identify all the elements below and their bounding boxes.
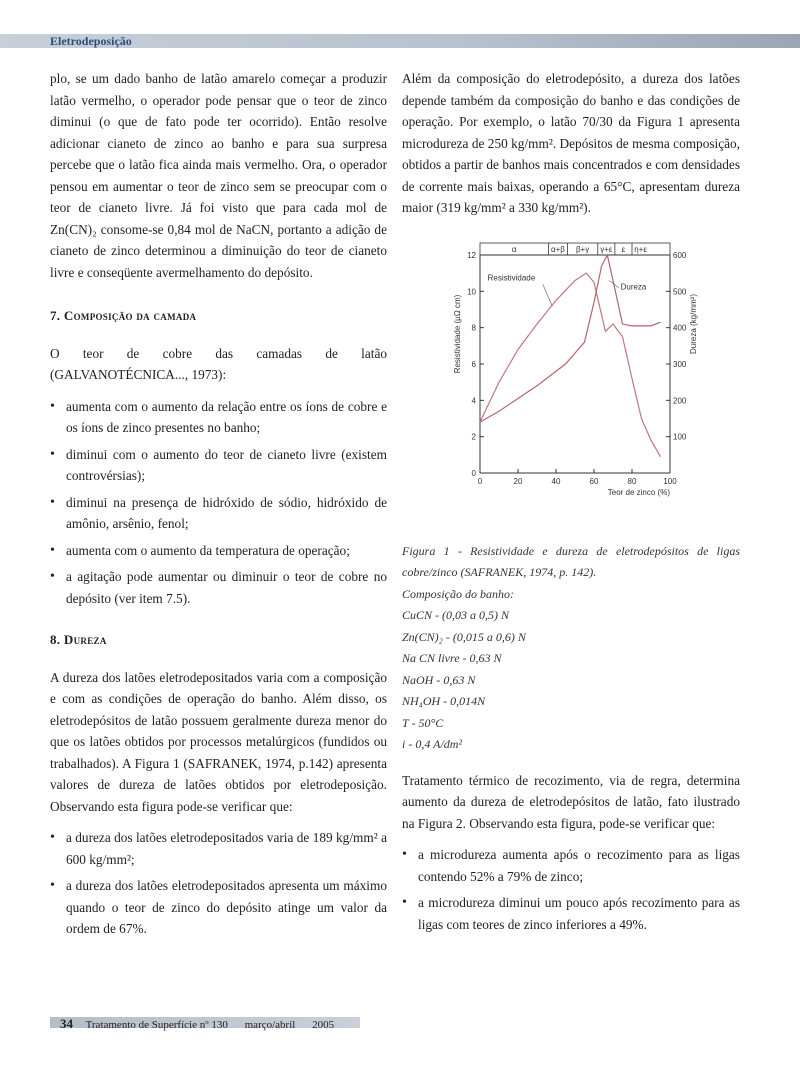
phase-label: β+γ: [575, 244, 590, 254]
caption-line: CuCN - (0,03 a 0,5) N: [402, 608, 510, 622]
paragraph: A dureza dos latões eletrodepositados varia com a composição e com as condições de operação do banho. Além disso, os eletrodepósitos de latão possuem geralmente dureza menor do que os latões obtidos por processos metalúrgicos (fundidos ou trabalhados). A Figura 1 (SAFRANEK, 1974, p.142) apresenta valores de dureza de latões obtidos por eletrodeposição. Observando esta figura pode-se verificar que:: [50, 669, 387, 814]
issue: março/abril: [244, 1019, 296, 1031]
section-title: Composição da camada: [63, 308, 197, 323]
bullet-list: [402, 844, 740, 935]
bullet-list: [50, 827, 387, 940]
list-item: • a dureza dos latões eletrodepositados varia de 189 kg/mm² a 600 kg/mm²;: [50, 827, 387, 870]
series-label-resistividade: Resistividade: [487, 272, 536, 282]
caption-line: NaOH - 0,63 N: [402, 672, 476, 687]
right-column: [402, 68, 740, 940]
phase-label: α+β: [550, 244, 565, 254]
list-item: • a microdureza aumenta após o recozimento para as ligas contendo 52% a 79% de zinco;: [402, 844, 740, 887]
page-number: 34: [60, 1016, 73, 1031]
year: 2005: [312, 1019, 335, 1031]
series-line-resistividade: [480, 273, 661, 456]
section-heading-7: [50, 305, 387, 327]
y-left-tick-label: 10: [467, 286, 476, 296]
x-tick-label: 40: [551, 476, 561, 486]
y-right-tick-label: 200: [673, 395, 687, 405]
caption-line: Composição do banho:: [402, 586, 514, 601]
page-footer: [60, 1016, 348, 1032]
figure-caption: [402, 541, 740, 756]
section-number: 8.: [50, 632, 61, 647]
y-left-tick-label: 6: [471, 359, 476, 369]
paragraph: Além da composição do eletrodepósito, a dureza dos latões depende também da composição do banho e das condições de operação. Por exemplo, o latão 70/30 da Figura 1 apresenta microdureza de 250 kg/mm². Depósitos de mesma composição, obtidos a partir de banhos mais concentrados e com densidades de corrente mais baixas, operando a 65°C, apresentam dureza maior (319 kg/mm² a 330 kg/mm²).: [402, 71, 740, 215]
caption-line: i - 0,4 A/dm²: [402, 737, 463, 751]
list-item: • a dureza dos latões eletrodepositados apresenta um máximo quando o teor de zinco do depósito atinge um valor da ordem de 67%.: [50, 875, 387, 940]
running-header: Eletrodeposição: [50, 34, 132, 48]
caption-line: Zn(CN)₂ - (0,015 a 0,6) N: [402, 629, 526, 644]
section-heading-8: [50, 629, 387, 651]
journal-name: Tratamento de Superfície nº 130: [85, 1019, 228, 1031]
phase-label: γ+ε: [600, 244, 613, 254]
phase-label: η+ε: [634, 244, 647, 254]
caption-line: Figura 1 - Resistividade e dureza de eletrodepósitos de ligas cobre/zinco (SAFRANEK, 1974, p. 142).: [402, 543, 740, 579]
y-right-tick-label: 600: [673, 250, 687, 260]
x-tick-label: 60: [589, 476, 599, 486]
bullet-list: [50, 396, 387, 610]
series-label-dureza: Dureza: [620, 282, 647, 292]
x-tick-label: 100: [663, 476, 677, 486]
x-tick-label: 80: [627, 476, 637, 486]
y-right-tick-label: 400: [673, 323, 687, 333]
y-left-tick-label: 8: [471, 323, 476, 333]
list-item: • aumenta com o aumento da temperatura de operação;: [50, 540, 387, 562]
resistivity-hardness-chart: [402, 235, 740, 535]
y-right-tick-label: 500: [673, 286, 687, 296]
caption-line: NH₄OH - 0,014N: [402, 694, 486, 708]
y-right-tick-label: 300: [673, 359, 687, 369]
list-item: • diminui com o aumento do teor de cianeto livre (existem controvérsias);: [50, 444, 387, 487]
figure-1: [402, 235, 740, 535]
phase-label: ε: [621, 244, 626, 254]
section-number: 7.: [50, 308, 61, 323]
y-left-tick-label: 0: [471, 468, 476, 478]
section-title: Dureza: [63, 632, 107, 647]
y-left-tick-label: 12: [467, 250, 476, 260]
list-item: • aumenta com o aumento da relação entre os íons de cobre e os íons de zinco presentes no banho;: [50, 396, 387, 439]
y-left-axis-label: Resistividade (µΩ cm): [453, 294, 462, 373]
y-left-tick-label: 4: [471, 395, 476, 405]
y-right-tick-label: 100: [673, 432, 687, 442]
left-column: [50, 68, 387, 945]
y-right-axis-label: Dureza (kg/mm²): [689, 293, 698, 354]
list-item: • diminui na presença de hidróxido de sódio, hidróxido de amônio, arsênio, fenol;: [50, 492, 387, 535]
series-label-leader: [543, 284, 553, 306]
phase-label: α: [511, 244, 517, 254]
caption-line: T - 50°C: [402, 715, 444, 730]
paragraph: Tratamento térmico de recozimento, via de regra, determina aumento da dureza de eletrodepósitos de latão, fato ilustrado na Figura 2. Observando esta figura, pode-se verificar que:: [402, 772, 740, 831]
list-item: • a agitação pode aumentar ou diminuir o teor de cobre no depósito (ver item 7.5).: [50, 566, 387, 609]
x-axis-label: Teor de zinco (%): [607, 487, 670, 497]
paragraph: plo, se um dado banho de latão amarelo começar a produzir latão vermelho, o operador pode pensar que o teor de zinco diminui (o que de fato pode ter ocorrido). Então resolve adicionar cianeto de zinco ao banho e para sua surpresa percebe que o latão fica ainda mais vermelho. Ora, o operador pensou em aumentar o teor de zinco sem se preocupar com o teor de cianeto livre. Já foi visto que para cada mol de Zn(CN)₂ consome-se 0,84 mol de NaCN, portanto a adição de cianeto de zinco determinou a diminuição do teor de cianeto livre e conseqüente avermelhamento do depósito.: [50, 71, 387, 280]
paragraph: O teor de cobre das camadas de latão (GALVANOTÉCNICA..., 1973):: [50, 345, 387, 382]
caption-line: Na CN livre - 0,63 N: [402, 651, 502, 665]
x-tick-label: 0: [477, 476, 483, 486]
x-tick-label: 20: [513, 476, 523, 486]
list-item: • a microdureza diminui um pouco após recozimento para as ligas com teores de zinco inferiores a 49%.: [402, 892, 740, 935]
y-left-tick-label: 2: [471, 432, 476, 442]
